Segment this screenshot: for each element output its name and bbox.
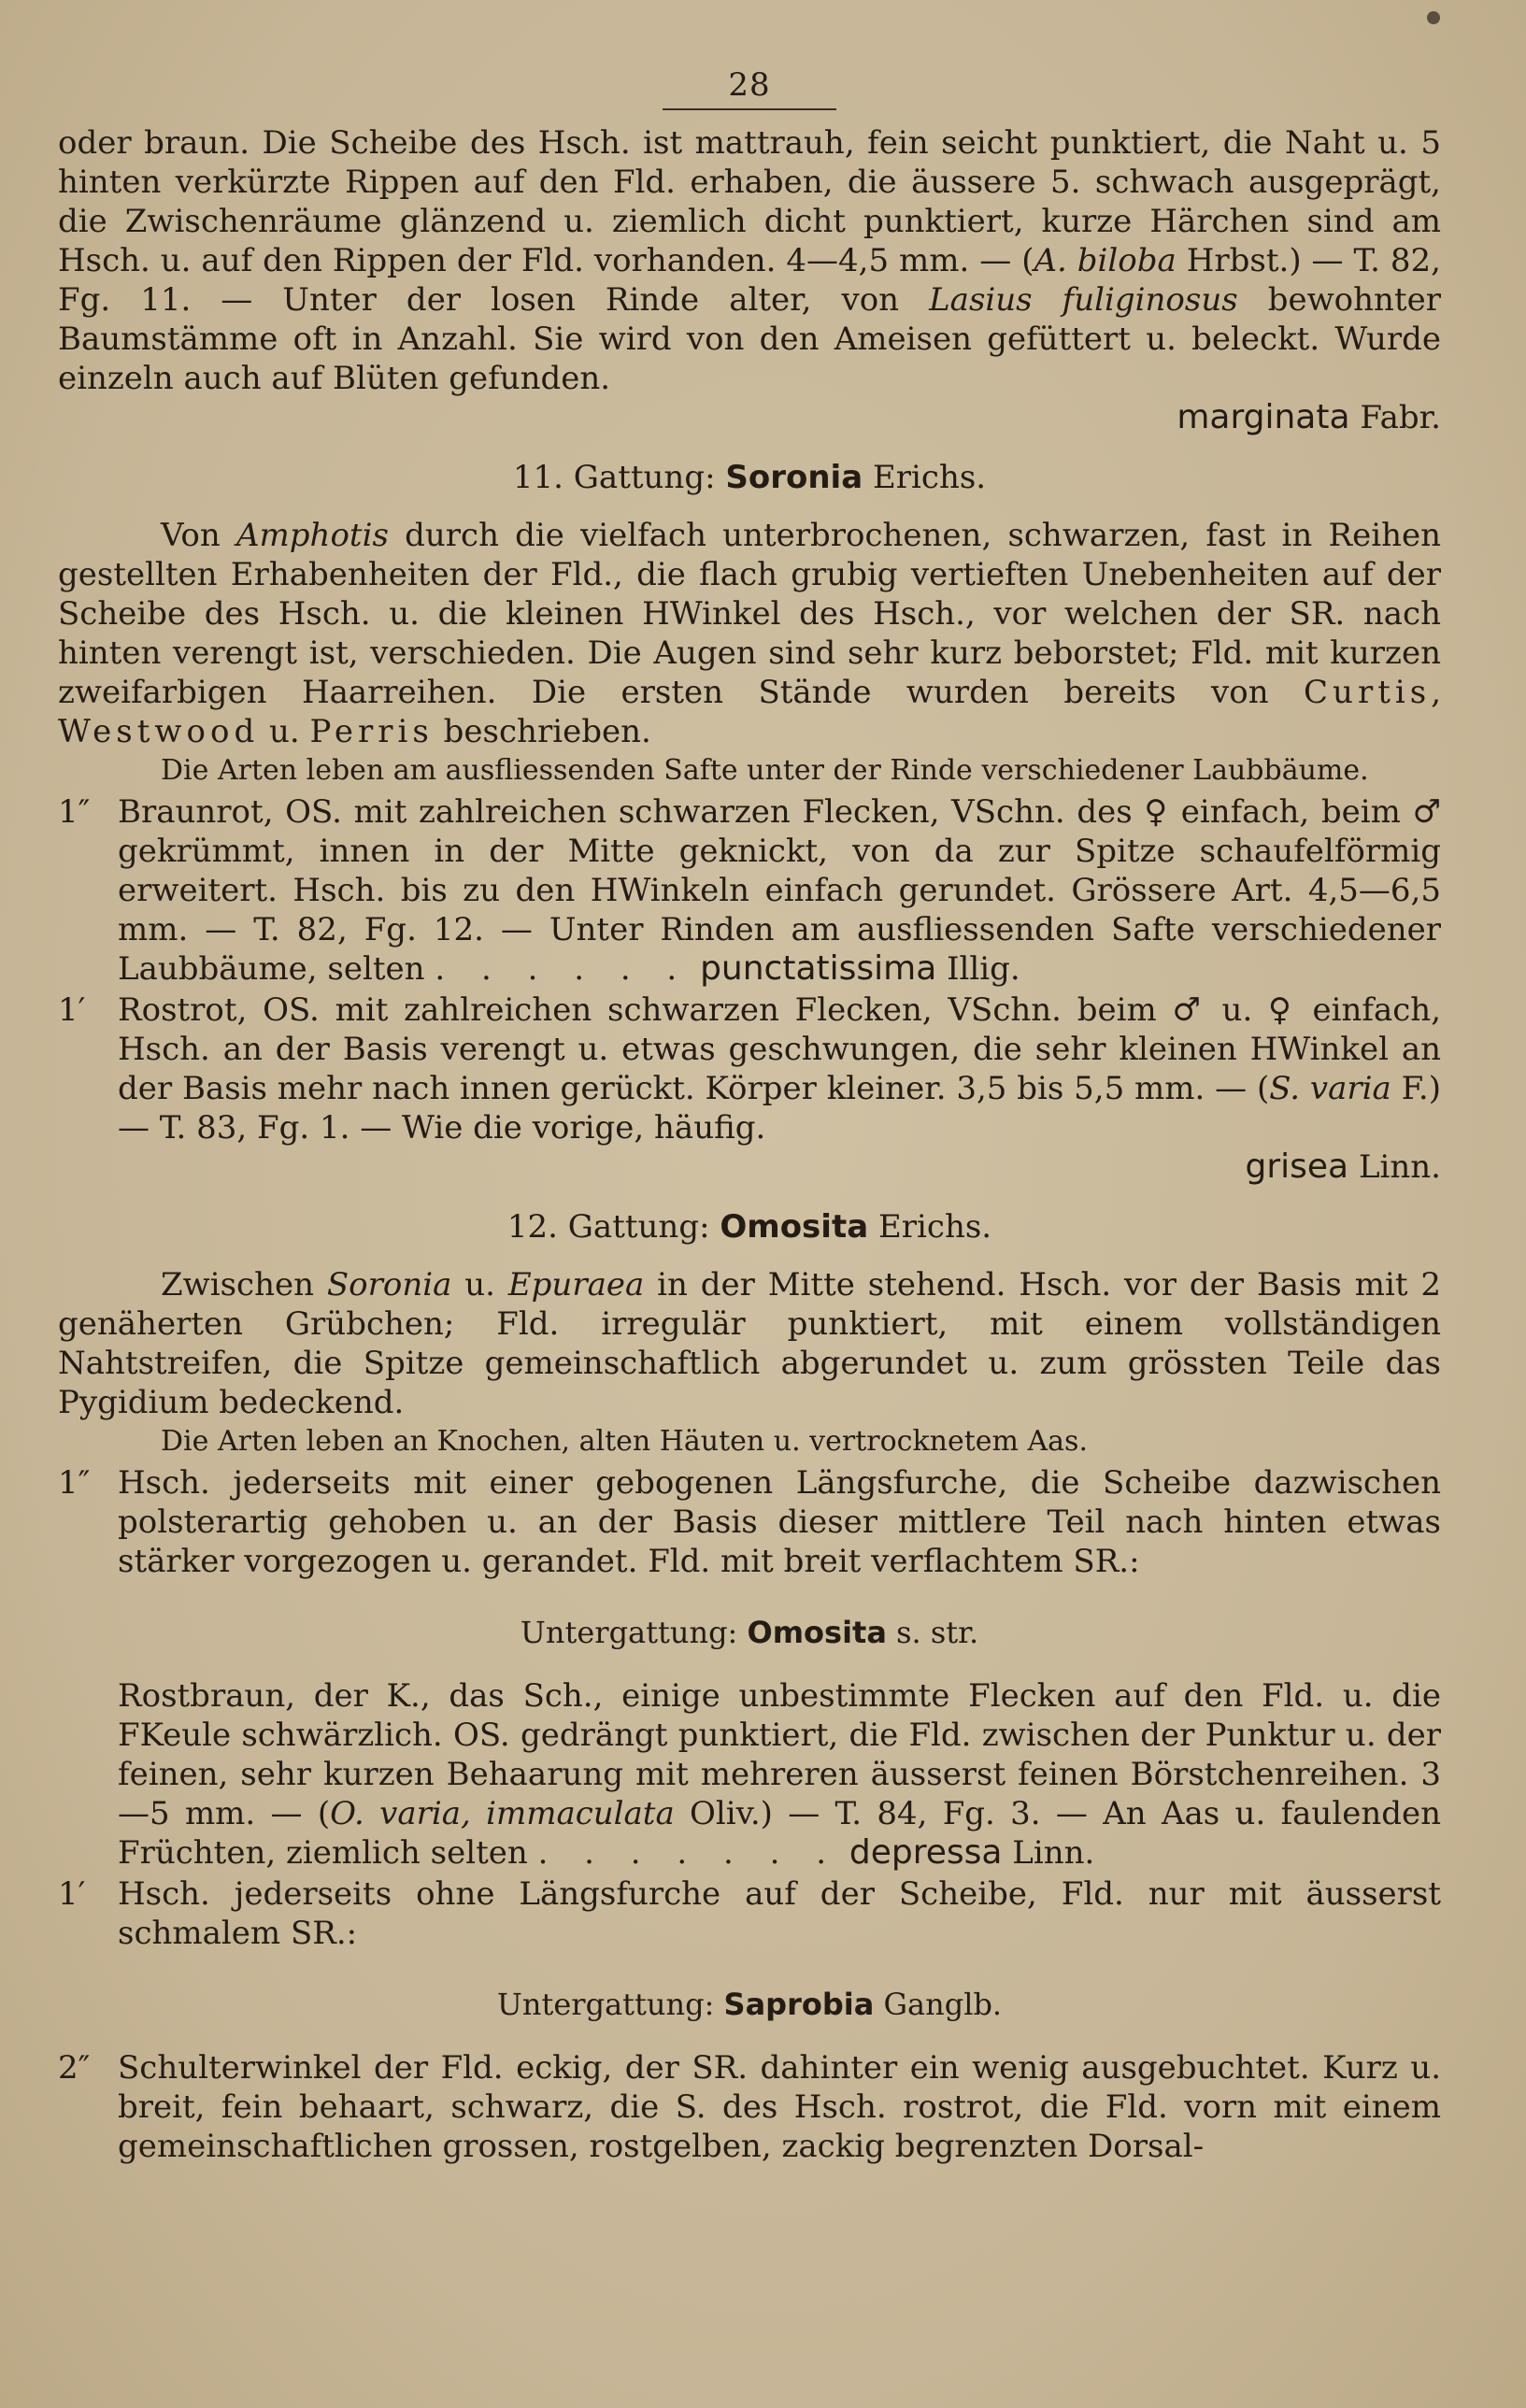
ink-speck bbox=[1427, 11, 1440, 24]
genus-heading-soronia: 11. Gattung: Soronia Erichs. bbox=[512, 459, 987, 496]
paragraph-soronia-description: Von Amphotis durch die vielfach unterbrochenen, schwarzen, fast in Reihen gestellten Erhabenheiten der Fld., die flach grubig vertieften Unebenheiten auf der Scheibe des Hsch. u. die kleinen HWinkel des Hsch., vor welchen der SR. nach hinten verengt ist, verschieden. Die Augen sind sehr kurz beborstet; Fld. mit kurzen zweifarbigen Haarreihen. Die ersten Stände wurden bereits von Curtis, Westwood u. Perris beschrieben. bbox=[58, 517, 1442, 750]
subgenus-heading-saprobia: Untergattung: Saprobia Ganglb. bbox=[496, 1987, 1003, 2022]
key-entry-grisea: 1′ Rostrot, OS. mit zahlreichen schwarzen Flecken, VSchn. beim ♂ u. ♀ einfach, Hsch. an der Basis verengt u. etwas geschwungen, die sehr kleinen HWinkel an der Basis mehr nach innen gerückt. Körper kleiner. 3,5 bis 5,5 mm. — (S. varia F.) — T. 83, Fg. 1. — Wie die vorige, häufig. grisea Linn. bbox=[58, 991, 1441, 1186]
paragraph-amphotis-end: oder braun. Die Scheibe des Hsch. ist mattrauh, fein seicht punktiert, die Naht u. 5 hinten verkürzte Rippen auf den Fld. erhaben, die äussere 5. schwach ausgeprägt, die Zwischenräume glänzend u. ziemlich dicht punktiert, kurze Härchen sind am Hsch. u. auf den Rippen der Fld. vorhanden. 4—4,5 mm. — (A. biloba Hrbst.) — T. 82, Fg. 11. — Unter der losen Rinde alter, von Lasius fuliginosus bewohnter Baumstämme oft in Anzahl. Sie wird von den Ameisen gefüttert u. beleckt. Wurde einzeln auch auf Blüten gefunden. bbox=[58, 124, 1441, 397]
genus-heading-omosita: 12. Gattung: Omosita Erichs. bbox=[506, 1208, 992, 1246]
paragraph-omosita-habitat: Die Arten leben an Knochen, alten Häuten u. vertrocknetem Aas. bbox=[161, 1425, 1088, 1458]
key-entry-punctatissima: 1″ Braunrot, OS. mit zahlreichen schwarzen Flecken, VSchn. des ♀ einfach, beim ♂ gekrümmt, innen in der Mitte geknickt, von da zur Spitze schaufelförmig erweitert. Hsch. bis zu den HWinkeln einfach gerundet. Grössere Art. 4,5—6,5 mm. — T. 82, Fg. 12. — Unter Rinden am ausfliessenden Safte verschiedener Laubbäume, selten . . . . . . punctatissima Illig. bbox=[58, 793, 1441, 988]
subgenus-heading-omosita: Untergattung: Omosita s. str. bbox=[520, 1615, 979, 1650]
paragraph-omosita-description: Zwischen Soronia u. Epuraea in der Mitte stehend. Hsch. vor der Basis mit 2 genäherten Grübchen; Fld. irregulär punktiert, mit einem vollständigen Nahtstreifen, die Spitze gemeinschaftlich abgerundet u. zum grössten Teile das Pygidium bedeckend. bbox=[58, 1266, 1441, 1421]
page-number: 28 bbox=[58, 65, 1441, 123]
key-entry-saprobia-1: 1′ Hsch. jederseits ohne Längsfurche auf der Scheibe, Fld. nur mit äusserst schmalem SR.: bbox=[58, 1875, 1441, 1952]
paragraph-soronia-habitat: Die Arten leben am ausfliessenden Safte unter der Rinde verschiedener Laubbäume. bbox=[161, 754, 1369, 787]
species-marginata: marginata Fabr. bbox=[1177, 398, 1441, 436]
key-entry-depressa: Rostbraun, der K., das Sch., einige unbestimmte Flecken auf den Fld. u. die FKeule schwärzlich. OS. gedrängt punktiert, die Fld. zwischen der Punktur u. der feinen, sehr kurzen Behaarung mit mehreren äusserst feinen Börstchenreihen. 3—5 mm. — (O. varia, immaculata Oliv.) — T. 84, Fg. 3. — An Aas u. faulenden Früchten, ziemlich selten . . . . . . . depressa Linn. bbox=[118, 1677, 1441, 1872]
text-column bbox=[58, 65, 1441, 2166]
key-entry-omosita-1: 1″ Hsch. jederseits mit einer gebogenen Längsfurche, die Scheibe dazwischen polsterartig gehoben u. an der Basis dieser mittlere Teil nach hinten etwas stärker vorgezogen u. gerandet. Fld. mit breit verflachtem SR.: bbox=[58, 1464, 1441, 1580]
key-entry-saprobia-2: 2″ Schulterwinkel der Fld. eckig, der SR. dahinter ein wenig ausgebuchtet. Kurz u. breit, fein behaart, schwarz, die S. des Hsch. rostrot, die Fld. vorn mit einem gemeinschaftlichen grossen, rostgelben, zackig begrenzten Dorsal- bbox=[58, 2049, 1441, 2165]
